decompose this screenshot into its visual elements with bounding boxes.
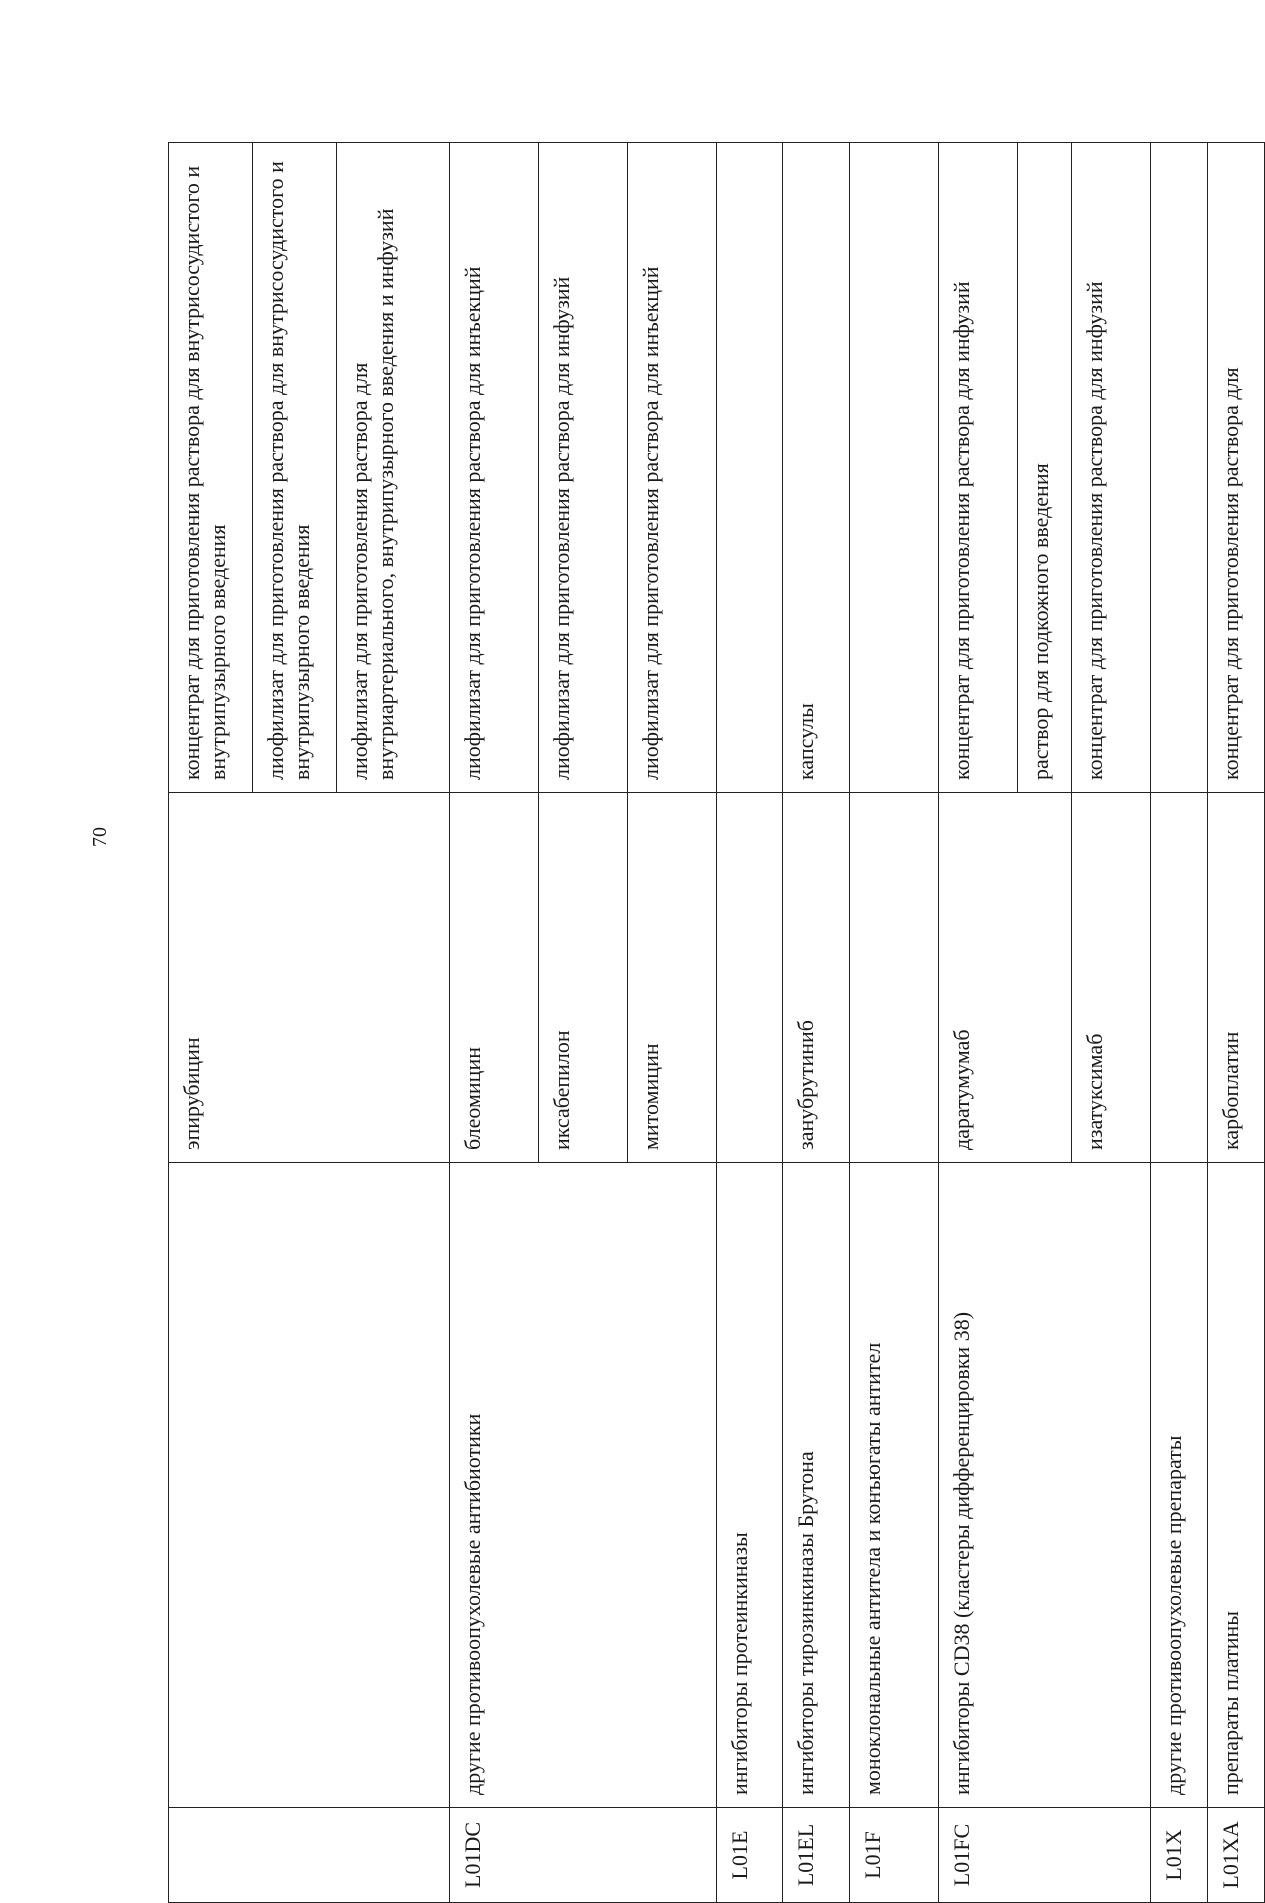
table-row: [1208, 143, 1265, 1903]
atc-code-cell: L01DC: [450, 1808, 717, 1903]
drug-name-cell: [717, 793, 783, 1163]
table-row: [1151, 143, 1208, 1903]
drug-name-cell: блеомицин: [450, 793, 539, 1163]
atc-code-cell: L01E: [717, 1808, 783, 1903]
drug-name-cell: карбоплатин: [1208, 793, 1265, 1163]
atc-code-cell: L01X: [1151, 1808, 1208, 1903]
drug-name-cell: митомицин: [628, 793, 717, 1163]
group-cell: препараты платины: [1208, 1163, 1265, 1808]
drug-name-cell: иксабепилон: [539, 793, 628, 1163]
group-cell: [169, 1163, 450, 1808]
table-row: [717, 143, 783, 1903]
dosage-form-cell: [850, 143, 939, 793]
table-container: [168, 143, 1243, 1903]
dosage-form-cell: лиофилизат для приготовления раствора для инфузий: [539, 143, 628, 793]
table-row: [783, 143, 850, 1903]
atc-code-cell: L01EL: [783, 1808, 850, 1903]
page-number: 70: [89, 827, 111, 847]
dosage-form-cell: концентрат для приготовления раствора для инфузий: [939, 143, 1018, 793]
table-row: [169, 143, 253, 1903]
dosage-form-cell: лиофилизат для приготовления раствора для внутрисосудистого и внутрипузырного введения: [253, 143, 337, 793]
dosage-form-cell: [1151, 143, 1208, 793]
dosage-form-cell: концентрат для приготовления раствора для внутрисосудистого и внутрипузырного введения: [169, 143, 253, 793]
drug-table: [168, 142, 1265, 1903]
drug-name-cell: изатуксимаб: [1072, 793, 1151, 1163]
table-row: [450, 143, 539, 1903]
table-row: [850, 143, 939, 1903]
group-cell: другие противоопухолевые антибиотики: [450, 1163, 717, 1808]
drug-name-cell: занубрутиниб: [783, 793, 850, 1163]
table-row: [939, 143, 1018, 1903]
dosage-form-cell: лиофилизат для приготовления раствора для внутриартериального, внутрипузырного введения и инфузий: [337, 143, 450, 793]
drug-name-cell: эпирубицин: [169, 793, 450, 1163]
dosage-form-cell: лиофилизат для приготовления раствора для инъекций: [450, 143, 539, 793]
dosage-form-cell: лиофилизат для приготовления раствора для инъекций: [628, 143, 717, 793]
dosage-form-cell: раствор для подкожного введения: [1018, 143, 1072, 793]
atc-code-cell: L01FC: [939, 1808, 1151, 1903]
dosage-form-cell: капсулы: [783, 143, 850, 793]
atc-code-cell: L01XA: [1208, 1808, 1265, 1903]
atc-code-cell: [169, 1808, 450, 1903]
dosage-form-cell: [717, 143, 783, 793]
group-cell: моноклональные антитела и конъюгаты антител: [850, 1163, 939, 1808]
drug-name-cell: даратумумаб: [939, 793, 1072, 1163]
drug-name-cell: [1151, 793, 1208, 1163]
group-cell: другие противоопухолевые препараты: [1151, 1163, 1208, 1808]
dosage-form-cell: концентрат для приготовления раствора для инфузий: [1072, 143, 1151, 793]
group-cell: ингибиторы тирозинкиназы Брутона: [783, 1163, 850, 1808]
dosage-form-cell: концентрат для приготовления раствора для: [1208, 143, 1265, 793]
drug-name-cell: [850, 793, 939, 1163]
group-cell: ингибиторы протеинкиназы: [717, 1163, 783, 1808]
atc-code-cell: L01F: [850, 1808, 939, 1903]
group-cell: ингибиторы CD38 (кластеры дифференцировки 38): [939, 1163, 1151, 1808]
